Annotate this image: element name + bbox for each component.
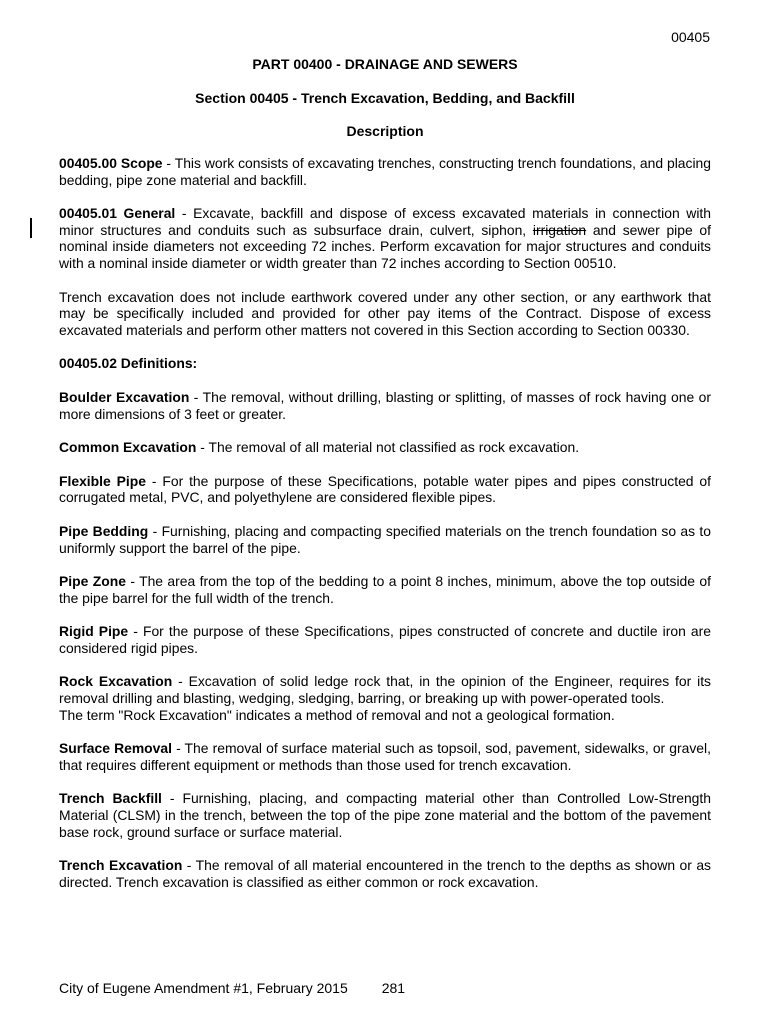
general-text-after: and sewer pipe of nominal inside diameters not exceeding 72 inches. Perform excavation for major structures and conduits with a nominal inside diameter or width greater than 72 inches according to Section 00510. <box>59 221 711 271</box>
footer-page-number: 281 <box>381 980 406 996</box>
definition-term: Rigid Pipe <box>59 623 129 640</box>
definitions-heading: 00405.02 Definitions: <box>59 355 198 372</box>
definition-term: Boulder Excavation <box>59 388 190 405</box>
definition-text: - Excavation of solid ledge rock that, in the opinion of the Engineer, requires for its removal drilling and blasting, wedging, sledging, barring, or breaking up with power-operated tools. <box>59 673 711 707</box>
definition-text: - Furnishing, placing and compacting specified materials on the trench foundation so as to uniformly support the barrel of the pipe. <box>59 522 712 556</box>
footer-amendment: City of Eugene Amendment #1, February 2015 <box>59 980 348 996</box>
general-text-before: - Excavate, backfill and dispose of excess excavated materials in connection with minor structures and conduits such as subsurface drain, culvert, siphon, <box>59 205 712 238</box>
definition-item <box>59 523 711 556</box>
document-body <box>59 155 711 907</box>
scope-paragraph <box>59 155 711 188</box>
general-paragraph <box>59 205 711 271</box>
definition-term: Rock Excavation <box>59 673 173 690</box>
definition-text: - The area from the top of the bedding to a point 8 inches, minimum, above the top outside of the pipe barrel for the full width of the trench. <box>59 573 711 606</box>
description-title: Description <box>346 123 424 139</box>
struck-text: irrigation <box>532 221 587 238</box>
page-code: 00405 <box>671 29 710 45</box>
definition-term: Trench Excavation <box>59 857 183 874</box>
definition-item <box>59 623 711 656</box>
definition-item <box>59 573 711 606</box>
definition-text: - The removal of all material encountered in the trench to the depths as shown or as directed. Trench excavation is classified as either common or rock excavation. <box>59 857 711 890</box>
rock-note: The term "Rock Excavation" indicates a method of removal and not a geological formation. <box>59 706 615 723</box>
section-title: Section 00405 - Trench Excavation, Bedding, and Backfill <box>195 90 575 106</box>
part-title: PART 00400 - DRAINAGE AND SEWERS <box>252 56 518 72</box>
definition-text: - The removal, without drilling, blasting or splitting, of masses of rock having one or more dimensions of 3 feet or greater. <box>59 388 711 422</box>
definition-text: - The removal of surface material such as topsoil, sod, pavement, sidewalks, or gravel, that requires different equipment or methods than those used for trench excavation. <box>59 740 711 773</box>
definition-term: Surface Removal <box>59 740 172 757</box>
definition-item <box>59 740 711 773</box>
definition-text: - For the purpose of these Specifications, potable water pipes and pipes constructed of corrugated metal, PVC, and polyethylene are considered flexible pipes. <box>59 472 711 506</box>
revision-change-bar <box>30 218 32 238</box>
definition-term: Flexible Pipe <box>59 472 146 489</box>
definition-item <box>59 473 711 506</box>
footer <box>59 980 405 996</box>
definition-item <box>59 673 711 706</box>
definition-item <box>59 389 711 422</box>
definition-term: Trench Backfill <box>59 790 162 807</box>
definition-text: - Furnishing, placing, and compacting material other than Controlled Low-Strength Material (CLSM) in the trench, between the top of the pipe zone material and the bottom of the pavement base rock, ground surface or surface material. <box>59 790 711 840</box>
definition-text: - For the purpose of these Specifications, pipes constructed of concrete and ductile iron are considered rigid pipes. <box>59 623 711 656</box>
scope-text: - This work consists of excavating trenches, constructing trench foundations, and placing bedding, pipe zone material and backfill. <box>59 155 711 188</box>
definition-term: Pipe Bedding <box>59 522 149 539</box>
definition-item <box>59 857 711 890</box>
definition-text: - The removal of all material not classified as rock excavation. <box>196 439 580 456</box>
definition-term: Pipe Zone <box>59 573 126 590</box>
definition-term: Common Excavation <box>59 439 197 456</box>
definition-item <box>59 439 711 456</box>
definition-item <box>59 790 711 840</box>
trench-note-paragraph: Trench excavation does not include earthwork covered under any other section, or any earthwork that may be specifically included and provided for other pay items of the Contract. Dispose of excess excavated materials and perform other matters not covered in this Section according to Section 00330. <box>59 288 711 338</box>
scope-term: 00405.00 Scope <box>59 155 163 171</box>
general-term: 00405.01 General <box>59 205 176 222</box>
